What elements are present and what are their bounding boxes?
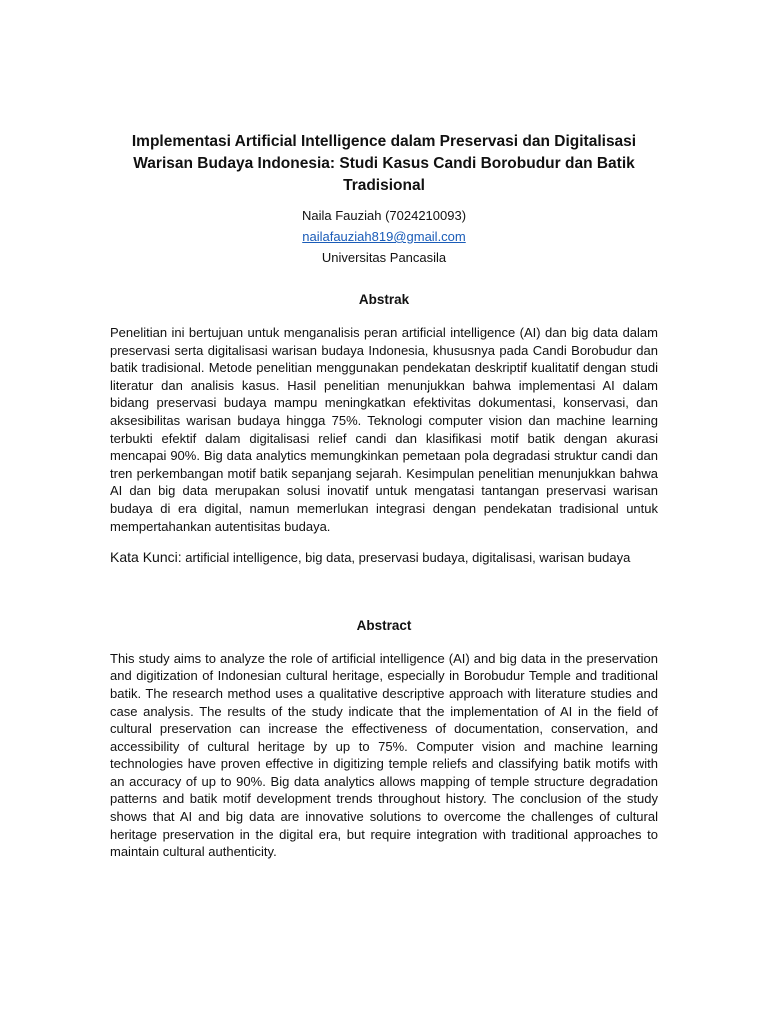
abstrak-text: Penelitian ini bertujuan untuk menganalisis peran artificial intelligence (AI) dan big data dalam preservasi serta digitalisasi warisan budaya Indonesia, khususnya pada Candi Borobudur dan batik tradisional. Metode penelitian menggunakan pendekatan deskriptif kualitatif dengan studi literatur dan analisis kasus. Hasil penelitian menunjukkan bahwa implementasi AI dalam bidang preservasi budaya mampu meningkatkan efektivitas dokumentasi, konservasi, dan aksesibilitas warisan budaya hingga 75%. Teknologi computer vision dan machine learning terbukti efektif dalam digitalisasi relief candi dan klasifikasi motif batik dengan akurasi mencapai 90%. Big data analytics memungkinkan pemetaan pola degradasi struktur candi dan tren perkembangan motif batik sepanjang sejarah. Kesimpulan penelitian menunjukkan bahwa AI dan big data merupakan solusi inovatif untuk mengatasi tantangan preservasi warisan budaya di era digital, namun memerlukan integrasi dengan pendekatan tradisional untuk mempertahankan autentisitas budaya.	[110, 325, 658, 534]
author-name: Naila Fauziah (7024210093)	[301, 208, 467, 223]
title-line-1: Implementasi Artificial Intelligence dalam Preservasi dan Digitalisasi	[131, 133, 637, 150]
abstract-text: This study aims to analyze the role of artificial intelligence (AI) and big data in the preservation and digitization of Indonesian cultural heritage, especially in Borobudur Temple and traditional batik. The research method uses a qualitative descriptive approach with literature studies and case analysis. The results of the study indicate that the implementation of AI in the field of cultural preservation can increase the effectiveness of documentation, conservation, and accessibility of cultural heritage by up to 75%. Computer vision and machine learning technologies have proven effective in digitizing temple reliefs and classifying batik motifs with an accuracy of up to 90%. Big data analytics allows mapping of temple structure degradation patterns and batik motif development trends throughout history. The conclusion of the study shows that AI and big data are innovative solutions to overcome the challenges of cultural heritage preservation in the digital era, but require integration with traditional approaches to maintain cultural authenticity.	[110, 650, 658, 860]
title-line-2: Warisan Budaya Indonesia: Studi Kasus Candi Borobudur dan Batik	[133, 155, 635, 172]
keywords-paragraph	[110, 549, 658, 567]
author-email-link[interactable]: nailafauziah819@gmail.com	[302, 229, 466, 244]
keywords-label: Kata Kunci:	[110, 549, 182, 566]
abstrak-heading: Abstrak	[358, 292, 410, 307]
paper-title	[110, 131, 658, 197]
author-block	[110, 205, 658, 268]
keywords-text: artificial intelligence, big data, preservasi budaya, digitalisasi, warisan budaya	[181, 550, 631, 566]
author-email-row	[110, 226, 658, 247]
abstract-heading: Abstract	[356, 617, 412, 633]
title-line-3: Tradisional	[343, 177, 425, 194]
author-affiliation: Universitas Pancasila	[321, 250, 447, 265]
